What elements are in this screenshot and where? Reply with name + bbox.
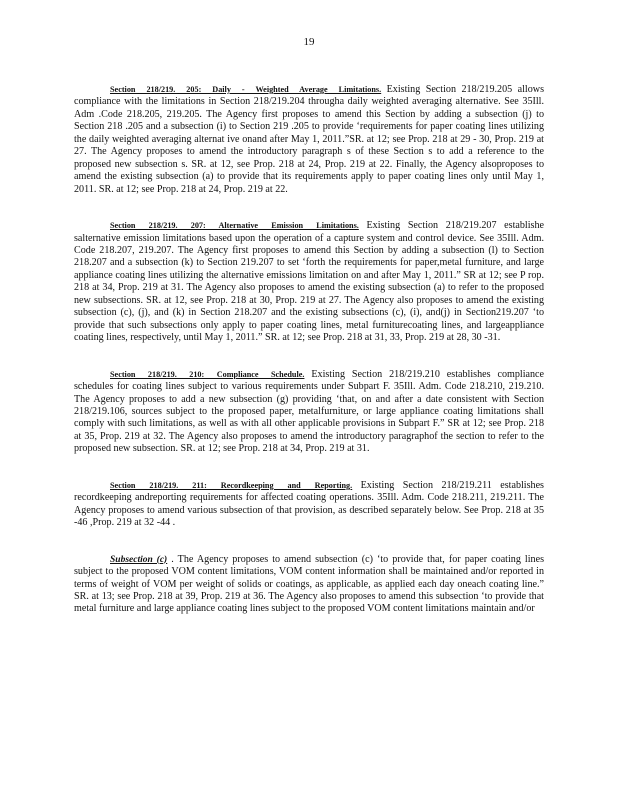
paragraph-section-207: [74, 220, 544, 345]
paragraph-section-205: [74, 84, 544, 196]
section-heading: Section 218/219. 207: Alternative Emission Limitations.: [110, 221, 359, 231]
paragraph-text: Existing Section 218/219.207 establishe salternative emission limitations based upon the operation of a capture system and control device. See 35Ill. Adm. Code 218.207, 219.207. The Agency first proposes to amend this Section by adding a subsection (l) to Section 218.207 and a subsection (k) to Section 219.207 to set ‘forth the requirements for paper,metal furniture, and large appliance coating lines utilizing the alternative emissions limitation on and after May 1, 2011.” SR at 12; see P rop. 218 at 34, Prop. 219 at 31. The Agency also proposes to amend the existing subsection (a) to refer to the proposed new subsections. SR. at 12, see Prop. 218 at 30, Prop. 219 at 27. The Agency also proposes to amend the existing subsection (c), (j), and (k) in Section 218.207 and the existing subsections (c), (i), and(j) in Section219.207 ‘to provide that such subsections only apply to paper coating lines, metal furniturecoating lines, and largeappliance coating lines, respectively, until May 1, 2011.” SR. at 12; see Prop. 218 at 31, 33, Prop. 219 at 28, 30 -31.: [74, 220, 544, 344]
section-heading: Section 218/219. 211: Recordkeeping and Reporting.: [110, 480, 353, 490]
paragraph-section-210: [74, 369, 544, 456]
paragraph-text: Existing Section 218/219.211 establishes recordkeeping andreporting requirements for affected coating operations. 35Ill. Adm. Code 218.211, 219.211. The Agency proposes to amend various subsection of that provision, as described separately below. See Prop. 218 at 35 -46 ,Prop. 219 at 32 -44 .: [74, 479, 544, 529]
paragraph-text: Existing Section 218/219.210 establishes compliance schedules for coating lines subject to various requirements under Subpart F. 35Ill. Adm. Code 218.210, 219.210. The Agency proposes to add a new subsection (g) providing ‘that, on and after a date consistent with Section 218/219.106, sources subject to the proposed paper, metalfurniture, or large appliance coating limitations shall comply with such limitations, as well as with all other applicable provisions in Subpart F.” SR at 12; see Prop. 218 at 35, Prop. 219 at 32. The Agency also proposes to amend the introductory paragraphof the section to refer to the proposed new subsection. SR. at 12; see Prop. 218 at 34, Prop. 219 at 31.: [74, 368, 544, 455]
paragraph-subsection-c: [74, 554, 544, 616]
paragraph-text: . The Agency proposes to amend subsection (c) ‘to provide that, for paper coating lines subject to the proposed VOM content limitations, VOM content information shall be maintained and/or reported in terms of weight of VOM per weight of solids or coatings, as applicable, as applied each day oneach coating line.” SR. at 13; see Prop. 218 at 39, Prop. 219 at 36. The Agency also proposes to amend this subsection ‘to provide that metal furniture and large appliance coating lines subject to the proposed VOM content limitations maintain and/or: [74, 553, 544, 615]
section-heading: Section 218/219. 205: Daily - Weighted Average Limitations.: [110, 85, 382, 94]
section-heading: Section 218/219. 210: Compliance Schedule.: [110, 369, 305, 379]
paragraph-text: Existing Section 218/219.205 allows compliance with the limitations in Section 218/219.204 througha daily weighted averaging alternative. See 35Ill. Adm .Code 218.205, 219.205. The Agency first proposes to amend this Section by adding a subsection (j) to Section 218 .205 and a subsection (i) to Section 219 .205 to provide ‘requirements for paper coating lines utilizing the daily weighted averaging alternat ive onand after May 1, 2011.”SR. at 12; see Prop. 218 at 29 - 30, Prop. 219 at 27. The Agency proposes to amend the introductory paragraph s of these Section s to add a reference to the proposed new subsection s. SR. at 12, see Prop. 218 at 24, Prop. 219 at 22. Finally, the Agency alsoproposes to amend the existing subsection (a) to provide that its requirements apply to paper coating lines only until May 1, 2011. SR. at 12; see Prop. 218 at 24, Prop. 219 at 22.: [74, 84, 544, 195]
paragraph-section-211: [74, 480, 544, 530]
page-number: 19: [303, 36, 315, 48]
subsection-heading: Subsection (c): [110, 554, 168, 565]
document-body: [74, 84, 544, 616]
